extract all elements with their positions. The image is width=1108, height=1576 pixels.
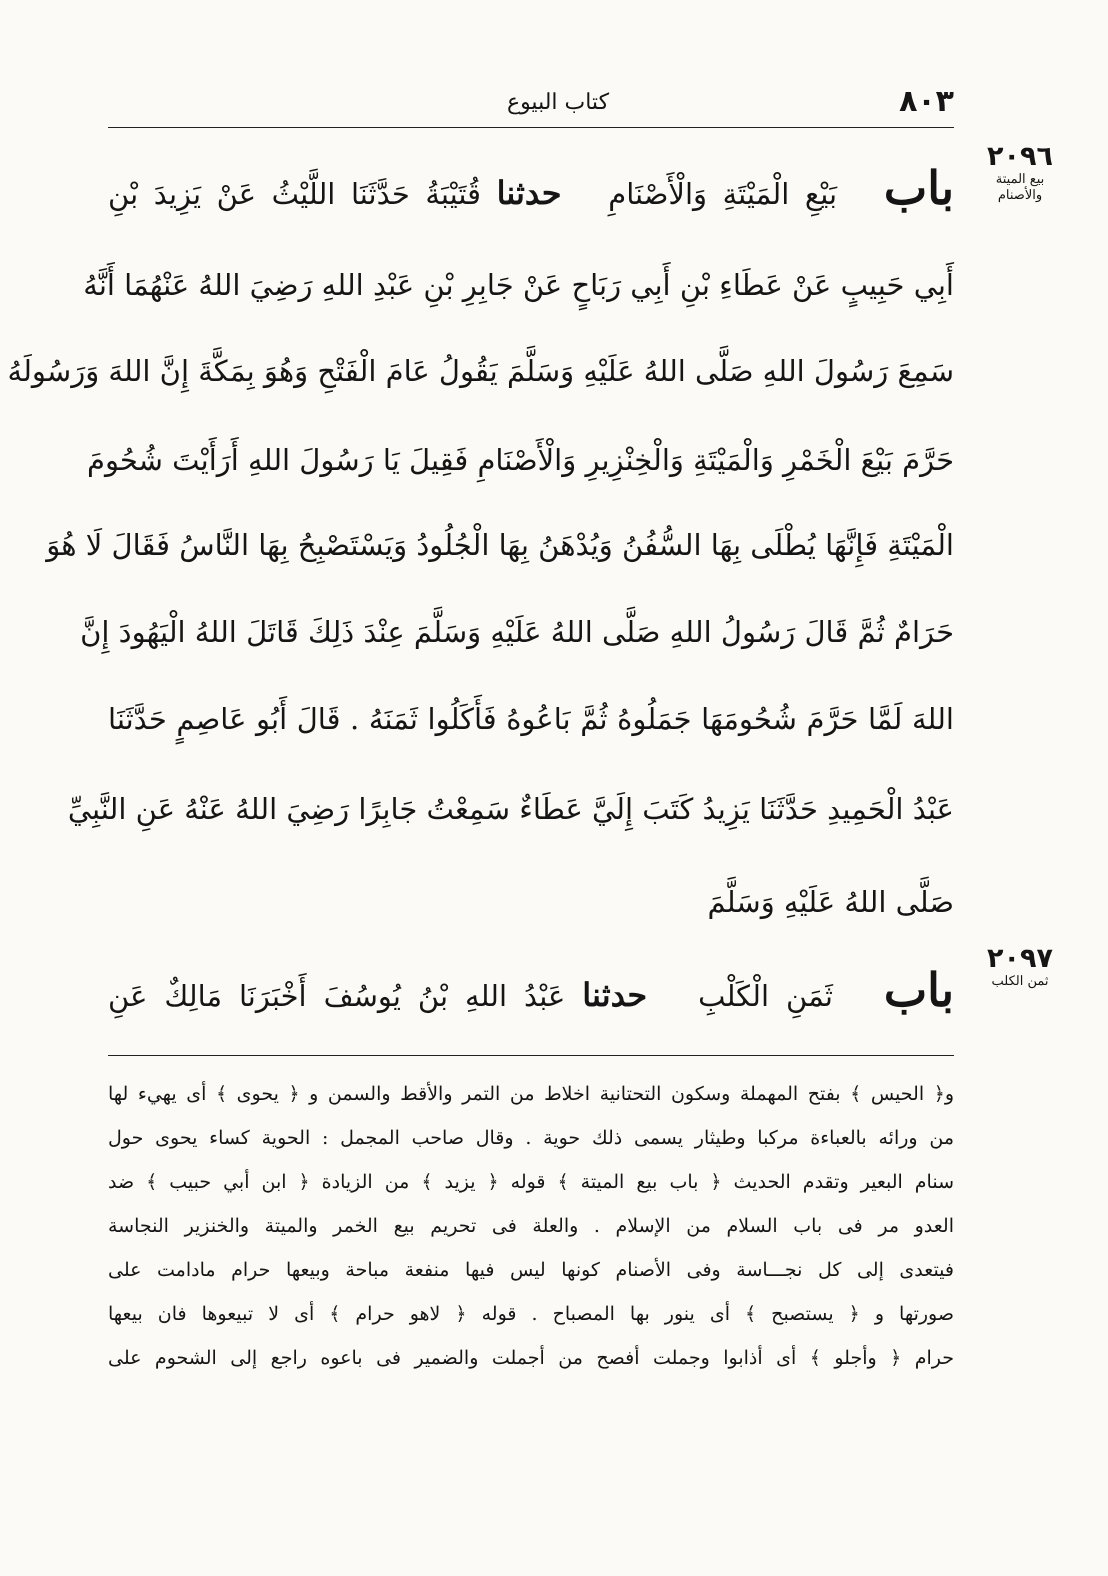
- haddathana-marker: حدثنا: [582, 976, 648, 1014]
- page-number: ٨٠٣: [899, 84, 954, 119]
- bab-heading-title: بَيْعِ الْمَيْتَةِ وَالْأَصْنَامِ: [608, 177, 838, 211]
- commentary-line-2: من ورائه بالعباءة مركبا وطيثار يسمى ذلك حوية . وقال صاحب المجمل : الحوية كساء يحوى حول: [108, 1127, 954, 1149]
- text-line-10: [108, 960, 954, 1020]
- commentary-line-5: فيتعدى إلى كل نجـــاسة وفى الأصنام كونها ليس فيها منفعة مباحة وبيعها حرام مادامت على: [108, 1259, 954, 1281]
- text-line-3: سَمِعَ رَسُولَ اللهِ صَلَّى اللهُ عَلَيْهِ وَسَلَّمَ يَقُولُ عَامَ الْفَتْحِ وَهُوَ بِمَكَّةَ إِنَّ اللهَ وَرَسُولَهُ: [7, 354, 954, 388]
- line-text: قُتَيْبَةُ حَدَّثَنَا اللَّيْثُ عَنْ يَزِيدَ بْنِ: [108, 177, 481, 211]
- margin-note-2097: [982, 944, 1058, 990]
- commentary-line-4: العدو مر فى باب السلام من الإسلام . والعلة فى تحريم بيع الخمر والميتة والخنزير النجاسة: [108, 1215, 954, 1237]
- bab-heading-word: باب: [883, 161, 955, 215]
- text-line-9: صَلَّى اللهُ عَلَيْهِ وَسَلَّمَ: [707, 885, 954, 919]
- text-line-7: اللهَ لَمَّا حَرَّمَ شُحُومَهَا جَمَلُوهُ ثُمَّ بَاعُوهُ فَأَكَلُوا ثَمَنَهُ . قَالَ أَبُو عَاصِمٍ حَدَّثَنَا: [108, 702, 954, 736]
- commentary-rule: [108, 1055, 954, 1056]
- commentary-line-1: و﴿ الحيس ﴾ بفتح المهملة وسكون التحتانية اخلاط من التمر والأقط والسمن و ﴿ يحوى ﴾ أى يهيء لها: [108, 1083, 954, 1105]
- running-title: كتاب البيوع: [506, 90, 610, 115]
- text-line-6: حَرَامٌ ثُمَّ قَالَ رَسُولُ اللهِ صَلَّى اللهُ عَلَيْهِ وَسَلَّمَ عِنْدَ ذَلِكَ قَاتَلَ اللهُ الْيَهُودَ إِنَّ: [80, 615, 954, 649]
- header-rule: [108, 127, 954, 128]
- commentary-line-7: حرام ﴿ وأجلو ﴾ أى أذابوا وجملت أفصح من أجملت والضمير فى باعوه راجع إلى الشحوم على: [108, 1347, 954, 1369]
- text-line-8: عَبْدُ الْحَمِيدِ حَدَّثَنَا يَزِيدُ كَتَبَ إِلَيَّ عَطَاءٌ سَمِعْتُ جَابِرًا رَضِيَ اللهُ عَنْهُ عَنِ النَّبِيِّ: [67, 792, 954, 826]
- commentary-line-3: سنام البعير وتقدم الحديث ﴿ باب بيع الميتة ﴾ قوله ﴿ يزيد ﴾ من الزيادة ﴿ ابن أبي حبيب ﴾ ضد: [108, 1171, 954, 1193]
- text-line-2: أَبِي حَبِيبٍ عَنْ عَطَاءِ بْنِ أَبِي رَبَاحٍ عَنْ جَابِرِ بْنِ عَبْدِ اللهِ رَضِيَ اللهُ عَنْهُمَا أَنَّهُ: [83, 268, 954, 302]
- text-line-1: [108, 158, 954, 218]
- margin-topic: بيع الميتة والأصنام: [995, 172, 1045, 203]
- commentary-line-6: صورتها و ﴿ يستصبح ﴾ أى ينور بها المصباح . قوله ﴿ لاهو حرام ﴾ أى لا تبيعوها فان بيعها: [108, 1303, 954, 1325]
- margin-note-2096: [982, 142, 1058, 204]
- page-header: [108, 82, 954, 126]
- bab-heading-title: ثَمَنِ الْكَلْبِ: [698, 979, 833, 1013]
- hadith-number: ٢٠٩٧: [987, 943, 1053, 974]
- line-text: عَبْدُ اللهِ بْنُ يُوسُفَ أَخْبَرَنَا مَالِكٌ عَنِ: [108, 979, 566, 1013]
- margin-topic: ثمن الكلب: [991, 974, 1049, 989]
- text-line-5: الْمَيْتَةِ فَإِنَّهَا يُطْلَى بِهَا السُّفُنُ وَيُدْهَنُ بِهَا الْجُلُودُ وَيَسْتَصْبِحُ بِهَا النَّاسُ فَقَالَ لَا هُوَ: [46, 528, 954, 562]
- bab-heading-word: باب: [883, 963, 954, 1017]
- text-line-4: حَرَّمَ بَيْعَ الْخَمْرِ وَالْمَيْتَةِ وَالْخِنْزِيرِ وَالْأَصْنَامِ فَقِيلَ يَا رَسُولَ اللهِ أَرَأَيْتَ شُحُومَ: [86, 443, 954, 477]
- hadith-number: ٢٠٩٦: [987, 141, 1053, 172]
- haddathana-marker: حدثنا: [496, 174, 562, 212]
